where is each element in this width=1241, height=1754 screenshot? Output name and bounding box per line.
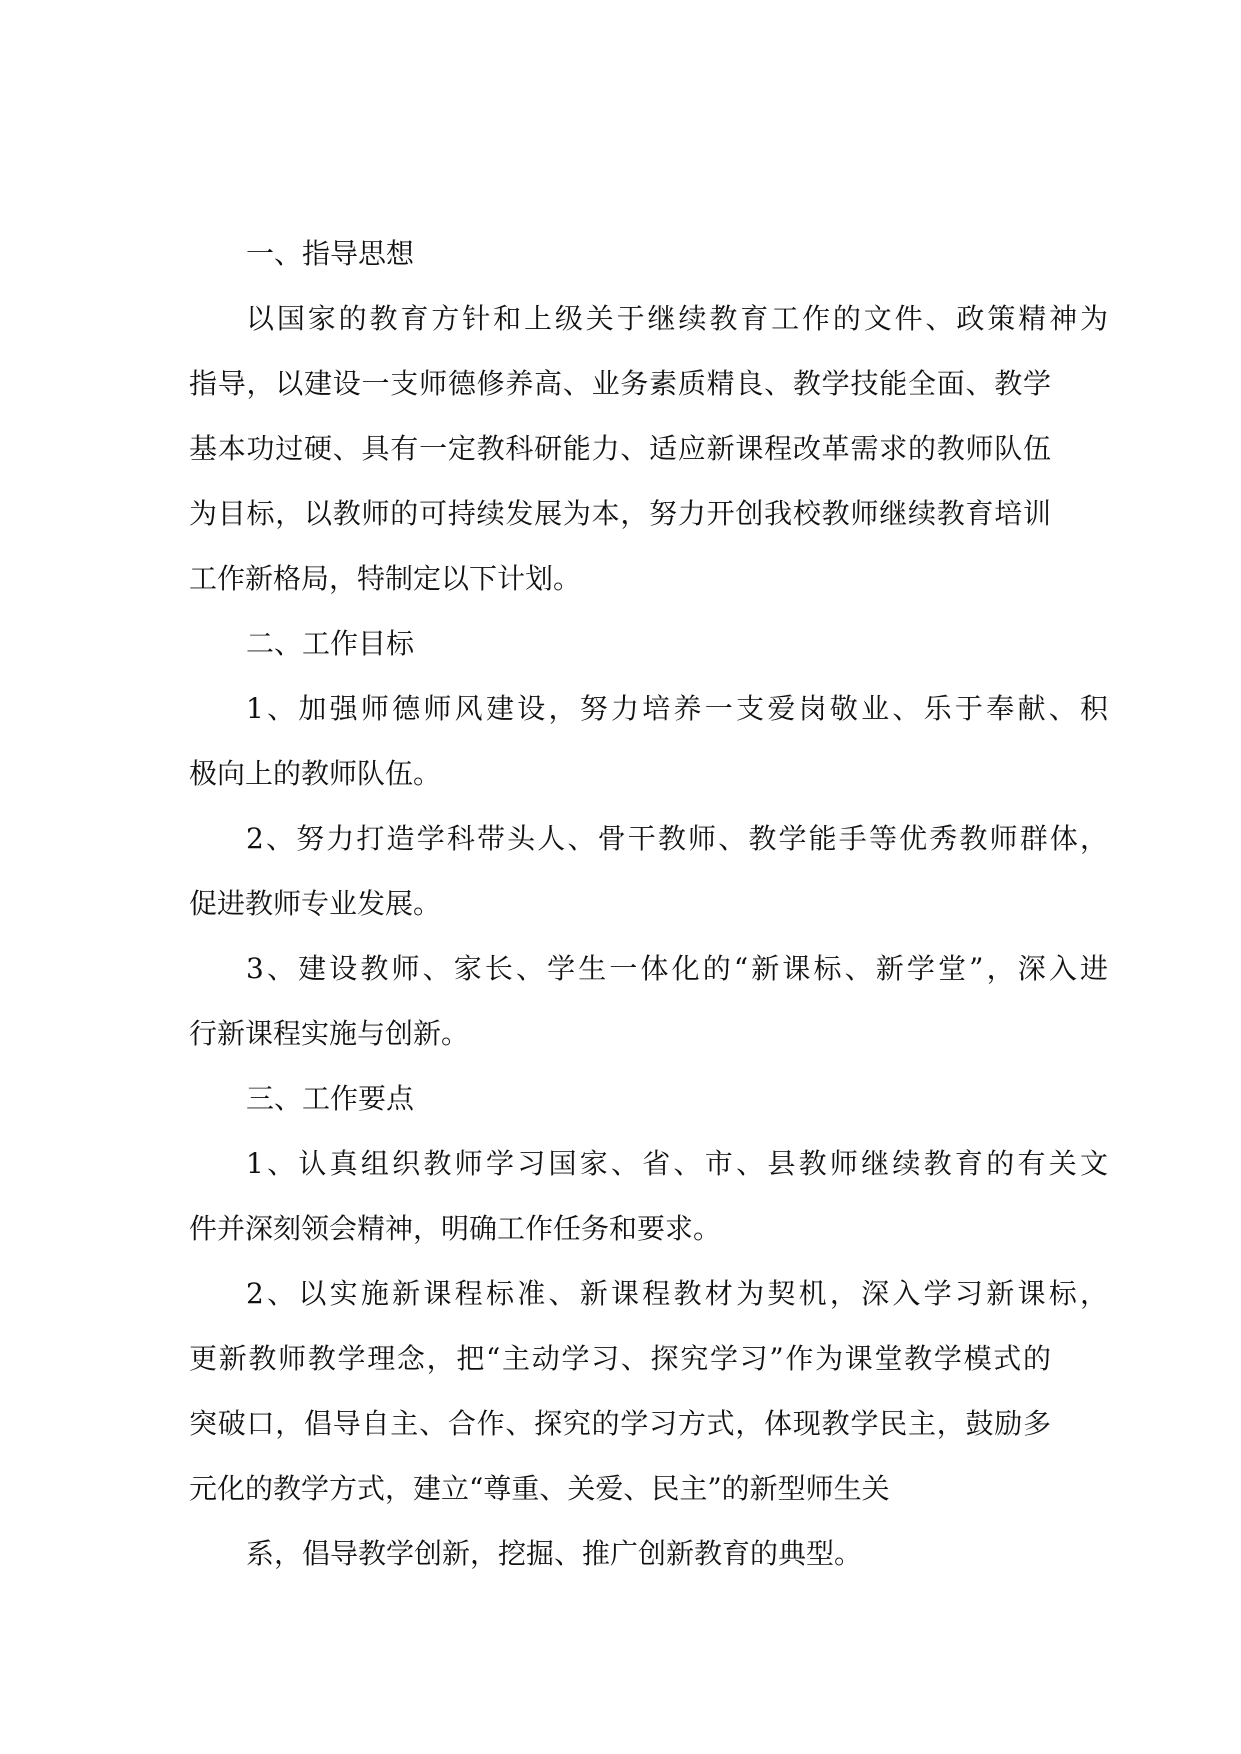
list-item-line: 2、以实施新课程标准、新课程教材为契机，深入学习新课标， [246,1277,1108,1310]
list-item-line: 更新教师教学理念，把“主动学习、探究学习”作为课堂教学模式的 [189,1342,1051,1375]
section-heading-2: 二、工作目标 [246,627,415,660]
list-item-line: 2、努力打造学科带头人、骨干教师、教学能手等优秀教师群体， [246,822,1108,855]
list-item-line: 3、建设教师、家长、学生一体化的“新课标、新学堂”，深入进 [246,952,1108,985]
list-item-line: 极向上的教师队伍。 [189,757,442,790]
paragraph-line: 指导，以建设一支师德修养高、业务素质精良、教学技能全面、教学 [189,367,1051,400]
paragraph-line: 为目标，以教师的可持续发展为本，努力开创我校教师继续教育培训 [189,497,1051,530]
list-item-line: 系，倡导教学创新，挖掘、推广创新教育的典型。 [246,1537,863,1570]
section-heading-3: 三、工作要点 [246,1082,415,1115]
section-heading-1: 一、指导思想 [246,237,415,270]
list-item-line: 1、认真组织教师学习国家、省、市、县教师继续教育的有关文 [246,1147,1108,1180]
list-item-line: 元化的教学方式，建立“尊重、关爱、民主”的新型师生关 [189,1472,890,1505]
document-body [189,221,1108,1586]
list-item-line: 行新课程实施与创新。 [189,1017,470,1050]
list-item-line: 促进教师专业发展。 [189,887,442,920]
paragraph-line: 以国家的教育方针和上级关于继续教育工作的文件、政策精神为 [246,302,1108,335]
list-item-line: 件并深刻领会精神，明确工作任务和要求。 [189,1212,722,1245]
list-item-line: 突破口，倡导自主、合作、探究的学习方式，体现教学民主，鼓励多 [189,1407,1051,1440]
paragraph-line: 工作新格局，特制定以下计划。 [189,562,582,595]
paragraph-line: 基本功过硬、具有一定教科研能力、适应新课程改革需求的教师队伍 [189,432,1051,465]
list-item-line: 1、加强师德师风建设，努力培养一支爱岗敬业、乐于奉献、积 [246,692,1108,725]
